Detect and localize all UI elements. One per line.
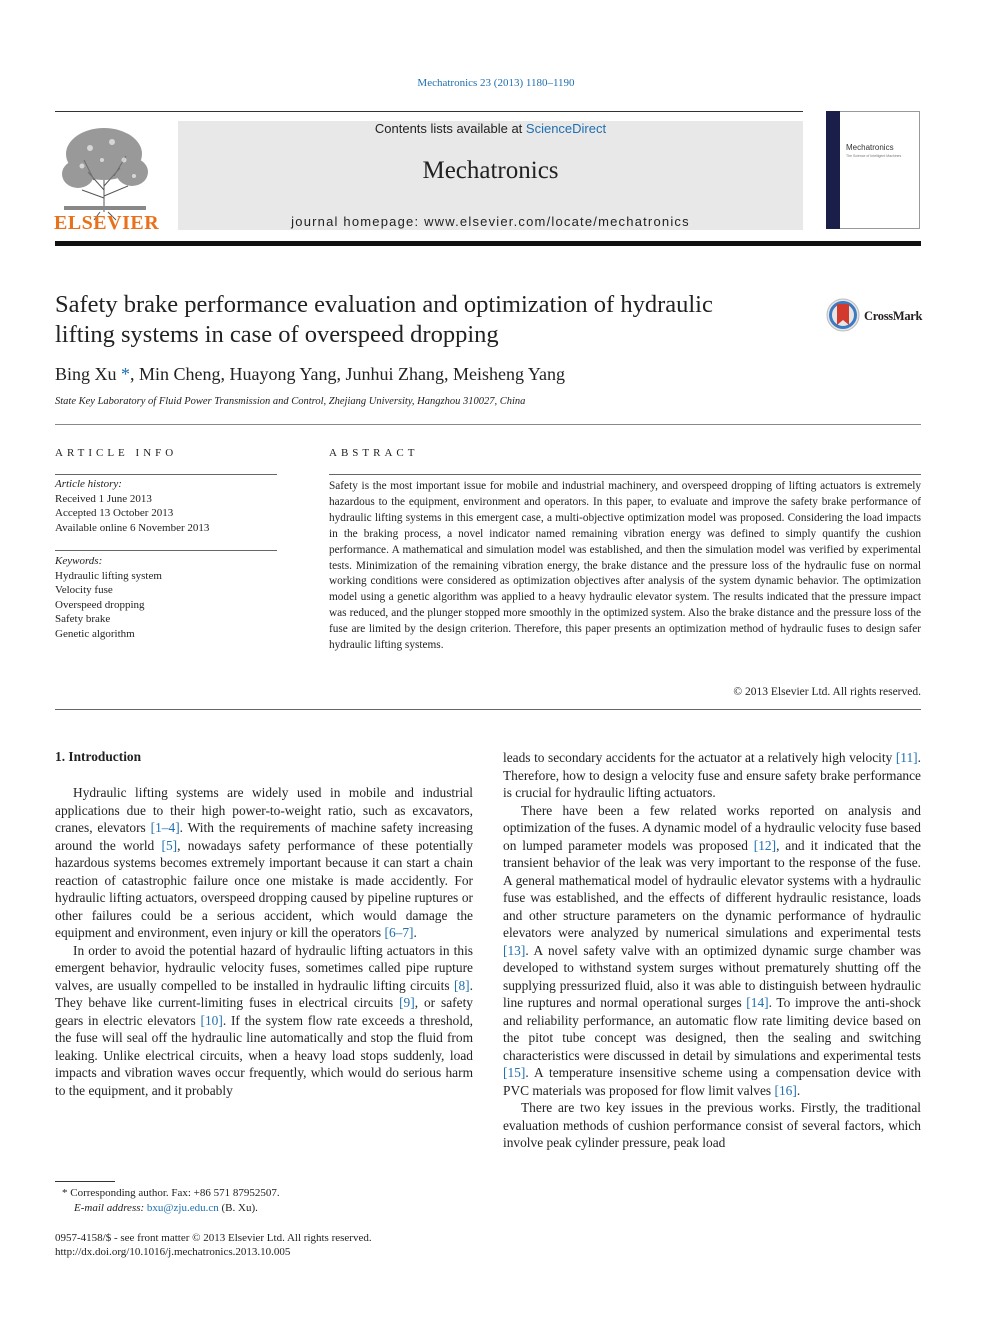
paragraph-text: . With the requirements of machine safety increasing around the world [55, 820, 473, 853]
contents-prefix: Contents lists available at [374, 121, 526, 136]
crossmark-icon[interactable] [826, 298, 860, 332]
author-list-rest: , Min Cheng, Huayong Yang, Junhui Zhang, Meisheng Yang [130, 364, 566, 384]
citation-reference-link[interactable]: [14] [746, 995, 769, 1010]
keyword-item: Velocity fuse [55, 584, 113, 596]
paragraph-2 [55, 942, 473, 1100]
paragraph-text: Hydraulic lifting systems are widely used in mobile and industrial applications due to their high power-to-weight ratio, such as excavators, cranes, elevators [55, 785, 473, 835]
email-link[interactable]: bxu@zju.edu.cn [146, 1202, 219, 1214]
abstract-rule [329, 474, 921, 475]
paragraph-text: , or safety gears in electric elevators [55, 995, 474, 1028]
paragraph-text: . [413, 925, 417, 940]
paragraph-text: . If the system flow rate exceeds a threshold, the fuse will seal off the hydraulic line automatically and stop the fluid from leaking. Unlike electrical circuits, when a heavy load stops suddenly, load impacts and vibration waves occur frequently, which would do serious harm to the equipment, and it probably [55, 1012, 473, 1098]
article-title [55, 290, 775, 350]
paragraph-text: . A temperature insensitive scheme using a compensation device with PVC materials was proposed for flow limit valves [503, 1065, 921, 1098]
keywords-label: Keywords: [55, 555, 103, 567]
citation-reference-link[interactable]: [6–7] [384, 925, 414, 940]
journal-cover-band [826, 111, 840, 229]
section-rule [55, 424, 921, 425]
paragraph-text: There are two key issues in the previous works. Firstly, the traditional evaluation methods of cushion performance consist of several factors, which involve peak cylinder pressure, peak load [503, 1100, 921, 1150]
author-bing-xu: Bing Xu [55, 364, 117, 384]
article-info-rule [55, 474, 277, 475]
paragraph-1 [55, 784, 473, 942]
paragraph-text: There have been a few related works reported on analysis and optimization of the fuses. A dynamic model of a hydraulic velocity fuse based on lumped parameter models was proposed [503, 802, 921, 853]
citation-reference-link[interactable]: [9] [399, 995, 415, 1010]
paragraph-text: . Therefore, how to design a velocity fuse and ensure safety brake performance is crucial for hydraulic lifting actuators. [503, 750, 921, 800]
journal-citation-link[interactable]: Mechatronics 23 (2013) 1180–1190 [417, 77, 575, 89]
abstract-bottom-rule [55, 709, 921, 710]
issn-line: 0957-4158/$ - see front matter © 2013 Elsevier Ltd. All rights reserved. [55, 1232, 372, 1244]
elsevier-wordmark: ELSEVIER [54, 212, 160, 234]
keyword-item: Safety brake [55, 613, 111, 625]
paragraph-text: . They behave like current-limiting fuses in electrical circuits [55, 977, 473, 1010]
history-accepted: Accepted 13 October 2013 [55, 507, 174, 519]
citation-reference-link[interactable]: [8] [454, 977, 470, 993]
keywords-rule [55, 550, 277, 551]
journal-cover-subtitle: The Science of Intelligent Machines [846, 154, 902, 158]
paragraph-text: . [796, 1082, 801, 1098]
email-footnote [74, 1201, 258, 1216]
history-received: Received 1 June 2013 [55, 492, 152, 505]
journal-title: Mechatronics [422, 157, 559, 184]
article-title-line2: lifting systems in case of overspeed dropping [55, 321, 499, 348]
email-label: E-mail address: [74, 1202, 147, 1214]
contents-line [178, 121, 803, 136]
footnote-rule [55, 1181, 115, 1182]
paragraph-2-continued [503, 749, 921, 802]
citation-reference-link[interactable]: [11] [895, 750, 918, 765]
crossmark-label[interactable]: CrossMark [864, 309, 923, 323]
journal-cover-thumbnail[interactable] [826, 111, 920, 229]
keyword-item: Genetic algorithm [55, 627, 135, 640]
keywords [55, 554, 277, 641]
citation-reference-link[interactable]: [13] [503, 942, 526, 958]
introduction-heading: 1. Introduction [55, 749, 142, 764]
doi-link[interactable]: http://dx.doi.org/10.1016/j.mechatronics.2013.10.005 [55, 1246, 291, 1258]
article-info-heading: ARTICLE INFO [55, 447, 178, 459]
journal-homepage [178, 214, 803, 229]
history-online: Available online 6 November 2013 [55, 521, 210, 534]
citation-reference-link[interactable]: [16] [774, 1082, 797, 1098]
paragraph-text: , nowadays safety performance of these potentially hazardous systems becomes extremely important because it can start a chain reaction of catastrophic failure once one mistake is made accidently. For hydraulic lifting actuators, overspeed dropping caused by pipeline ruptures or other failures could be a serious accident, which would damage the equipment and environment, even injury or kill the operators [55, 837, 474, 940]
abstract-copyright: © 2013 Elsevier Ltd. All rights reserved. [733, 686, 921, 698]
email-suffix: (B. Xu). [218, 1202, 258, 1214]
body-column-right [503, 749, 921, 1152]
keyword-item: Overspeed dropping [55, 598, 145, 611]
citation-reference-link[interactable]: [5] [161, 837, 178, 853]
paragraph-text: . To improve the anti-shock and reliability performance, an automatic flow rate limiting device based on the pitot tube concept was designed, then the sealing and switching characteristics were discussed in detail by simulations and experimental tests [503, 995, 921, 1063]
article-history [55, 477, 277, 535]
paragraph-text: leads to secondary accidents for the actuator at a relatively high velocity [503, 750, 896, 765]
paragraph-4 [503, 1099, 921, 1152]
homepage-url-link[interactable]: www.elsevier.com/locate/mechatronics [424, 214, 690, 229]
header-thick-rule [55, 241, 921, 246]
corresponding-author-marker[interactable]: * [116, 364, 131, 384]
paragraph-text: In order to avoid the potential hazard of hydraulic lifting actuators in this emergent behavior, hydraulic velocity fuses, sometimes called pipe rupture valves, are usually compelled to be installed in hydraulic lifting circuits [55, 942, 473, 993]
abstract-heading: ABSTRACT [329, 447, 419, 459]
paragraph-text: , and it indicated that the transient behavior of the leak was very important to the response of the fuse. A general mathematical model of hydraulic elevator systems with a hydraulic fuse was established, and the effects of different hydraulic resistance, loads and other structure parameters on the dynamic performance of hydraulic elevators were analyzed by numerical simulations and experimental tests [503, 837, 921, 940]
author-list [55, 364, 565, 385]
journal-cover-title: Mechatronics [846, 143, 894, 152]
citation-reference-link[interactable]: [12] [753, 837, 777, 853]
paragraph-3 [503, 802, 921, 1100]
sciencedirect-link[interactable]: ScienceDirect [525, 121, 607, 136]
header-rule [55, 111, 803, 112]
body-column-left [55, 784, 473, 1099]
article-title-line1: Safety brake performance evaluation and optimization of hydraulic [55, 291, 713, 318]
history-label: Article history: [55, 478, 122, 490]
corresponding-author-footnote: * Corresponding author. Fax: +86 571 87952507. [62, 1187, 280, 1199]
citation-reference-link[interactable]: [15] [503, 1065, 526, 1080]
abstract-text: Safety is the most important issue for mobile and industrial machinery, and overspeed dropping of lifting actuators is extremely hazardous to the equipment, environment and operators. In this paper, to evaluate and improve the safety brake performance of hydraulic lifting systems in this emergent case, a multi-objective optimization model was proposed. Considering the load impacts in the braking process, a novel indicator named remaining vibration energy was defined to simply quantify the cushion performance. A mathematical and simulation model was established, and then the simulation model was verified by experimental tests. Minimization of the remaining vibration energy, the brake distance and the pressure loss of the hydraulic fuse on normal working conditions were considered as optimization objectives after analysis of the system dynamic behavior. The optimization model using a genetic algorithm was applied to a heavy hydraulic elevator system. The results indicated that the pressure impact was reduced, and the plunger stopped more smoothly in the optimized system. Also the brake distance and the pressure loss of the fuse are limited by the design criterion. Therefore, this paper presents an optimization method of hydraulic fuses to design safer hydraulic lifting systems. [329, 480, 921, 652]
affiliation: State Key Laboratory of Fluid Power Transmission and Control, Zhejiang University, Hangzhou 310027, China [55, 396, 526, 407]
paragraph-text: . A novel safety valve with an optimized dynamic surge chamber was developed to withstand system surges without prematurely shutting off the supplying pressurized fluid, also it was able to distinguish between hydraulic line ruptures and normal operational surges [503, 942, 921, 1010]
citation-reference-link[interactable]: [10] [200, 1012, 223, 1028]
homepage-prefix: journal homepage: [291, 214, 425, 229]
keyword-item: Hydraulic lifting system [55, 569, 162, 582]
citation-reference-link[interactable]: [1–4] [150, 820, 180, 835]
